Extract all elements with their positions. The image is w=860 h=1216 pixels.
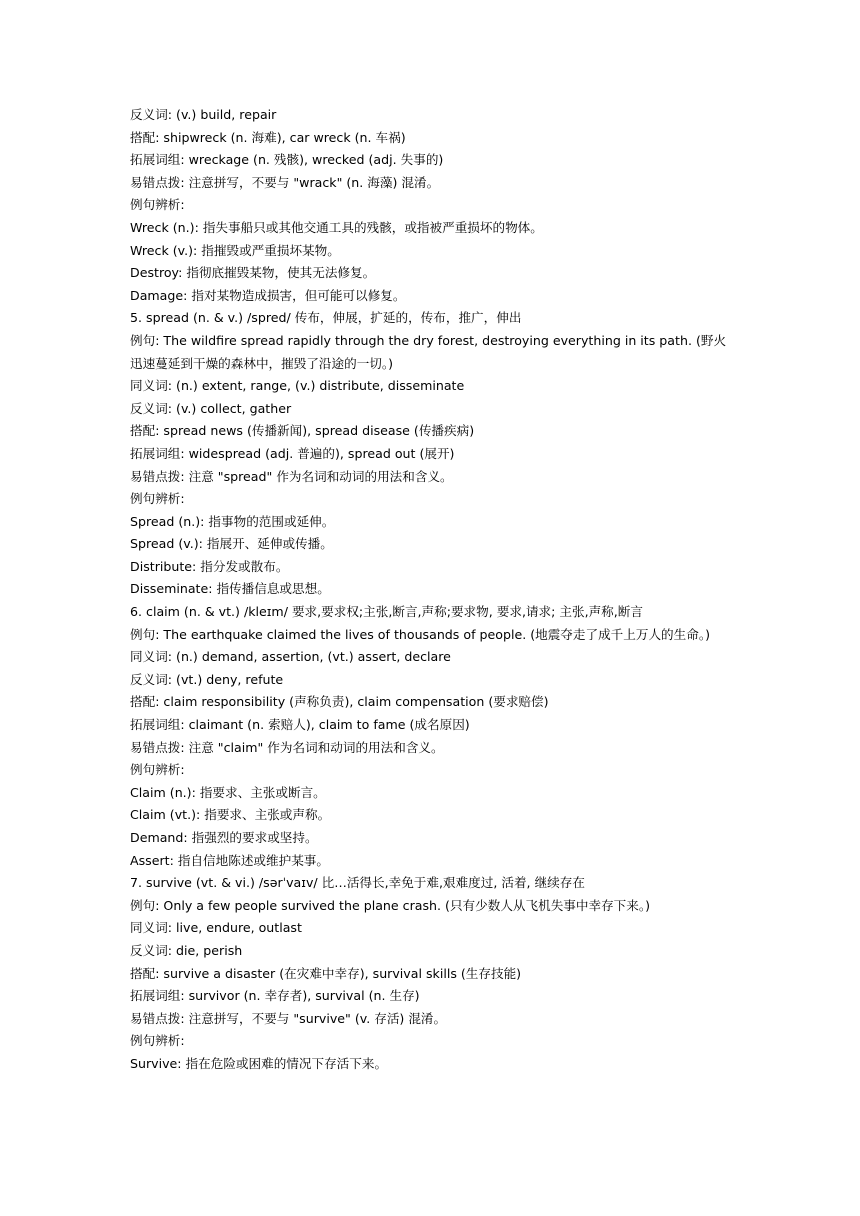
text-line: 搭配: survive a disaster (在灾难中幸存), survival skills (生存技能) bbox=[130, 965, 522, 981]
text-line: 例句: Only a few people survived the plane crash. (只有少数人从飞机失事中幸存下来。) bbox=[130, 897, 651, 913]
text-line: 例句辨析: bbox=[130, 762, 185, 778]
text-line: 6. claim (n. & vt.) /kleɪm/ 要求,要求权;主张,断言,声称;要求物, 要求,请求; 主张,声称,断言 bbox=[130, 604, 643, 620]
text-line: Spread (v.): 指展开、延伸或传播。 bbox=[130, 536, 333, 552]
text-line: 反义词: (v.) build, repair bbox=[130, 107, 277, 122]
text-line: 反义词: (vt.) deny, refute bbox=[130, 671, 284, 687]
text-line: Disseminate: 指传播信息或思想。 bbox=[130, 581, 330, 597]
text-line: 例句: The earthquake claimed the lives of thousands of people. (地震夺走了成千上万人的生命。) bbox=[130, 626, 711, 642]
text-line: 例句辨析: bbox=[130, 197, 185, 213]
text-line: 同义词: (n.) extent, range, (v.) distribute, disseminate bbox=[130, 378, 465, 394]
text-line: Survive: 指在危险或困难的情况下存活下来。 bbox=[130, 1055, 388, 1071]
document-page bbox=[130, 104, 735, 1076]
text-line: 例句辨析: bbox=[130, 491, 185, 507]
text-line: Damage: 指对某物造成损害，但可能可以修复。 bbox=[130, 287, 406, 303]
text-line: Destroy: 指彻底摧毁某物，使其无法修复。 bbox=[130, 265, 376, 281]
text-line: Spread (n.): 指事物的范围或延伸。 bbox=[130, 513, 335, 529]
text-line: Assert: 指自信地陈述或维护某事。 bbox=[130, 852, 329, 868]
text-line: 易错点拨: 注意拼写，不要与 "survive" (v. 存活) 混淆。 bbox=[130, 1010, 447, 1026]
text-line: Demand: 指强烈的要求或坚持。 bbox=[130, 830, 318, 845]
text-line: 5. spread (n. & v.) /spred/ 传布，伸展，扩延的，传布，推广，伸出 bbox=[130, 310, 522, 326]
text-line: 7. survive (vt. & vi.) /sərˈvaɪv/ 比…活得长,幸免于难,艰难度过, 活着, 继续存在 bbox=[130, 875, 585, 891]
text-line: Claim (n.): 指要求、主张或断言。 bbox=[130, 784, 326, 800]
text-line: 搭配: spread news (传播新闻), spread disease (传播疾病) bbox=[130, 423, 475, 439]
text-line: 例句: The wildfire spread rapidly through the dry forest, destroying everything in its path. (野火迅速蔓延到干燥的森林中，摧毁了沿途的一切。) bbox=[130, 332, 727, 371]
text-line: Distribute: 指分发或散布。 bbox=[130, 558, 289, 574]
text-line: 拓展词组: survivor (n. 幸存者), survival (n. 生存) bbox=[130, 988, 420, 1004]
text-line: 拓展词组: claimant (n. 索赔人), claim to fame (成名原因) bbox=[130, 717, 470, 733]
text-line: 同义词: live, endure, outlast bbox=[130, 920, 302, 936]
text-line: 易错点拨: 注意拼写，不要与 "wrack" (n. 海藻) 混淆。 bbox=[130, 174, 440, 190]
text-line: 搭配: claim responsibility (声称负责), claim compensation (要求赔偿) bbox=[130, 694, 549, 710]
text-line: Wreck (n.): 指失事船只或其他交通工具的残骸，或指被严重损坏的物体。 bbox=[130, 219, 543, 235]
text-line: 拓展词组: widespread (adj. 普遍的), spread out (展开) bbox=[130, 445, 455, 461]
text-line: Claim (vt.): 指要求、主张或声称。 bbox=[130, 807, 331, 823]
text-line: 易错点拨: 注意 "spread" 作为名词和动词的用法和含义。 bbox=[130, 468, 453, 484]
text-line: 拓展词组: wreckage (n. 残骸), wrecked (adj. 失事的) bbox=[130, 152, 444, 168]
text-line: 同义词: (n.) demand, assertion, (vt.) assert, declare bbox=[130, 649, 451, 665]
text-line: 搭配: shipwreck (n. 海难), car wreck (n. 车祸) bbox=[130, 129, 406, 145]
text-line: Wreck (v.): 指摧毁或严重损坏某物。 bbox=[130, 242, 340, 258]
text-line: 易错点拨: 注意 "claim" 作为名词和动词的用法和含义。 bbox=[130, 739, 444, 755]
text-line: 例句辨析: bbox=[130, 1033, 185, 1049]
text-line: 反义词: (v.) collect, gather bbox=[130, 400, 292, 416]
text-line: 反义词: die, perish bbox=[130, 942, 243, 958]
